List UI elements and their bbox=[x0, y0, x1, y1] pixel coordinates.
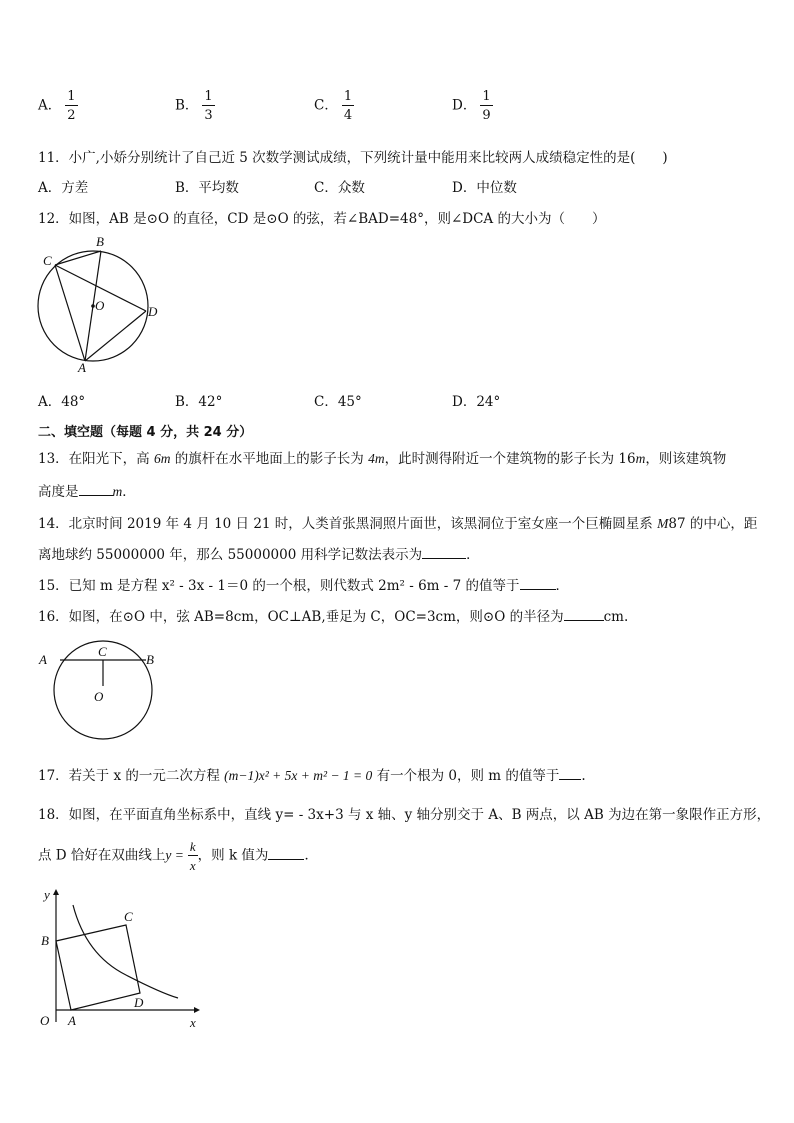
fraction: $\frac{1}{9}$ bbox=[482, 89, 491, 123]
q14-line2: 离地球约 55000000 年，那么 55000000 用科学记数法表示为 ． bbox=[38, 547, 480, 563]
q10-option-d: D． $\frac{1}{9}$ bbox=[452, 89, 491, 123]
q11-option-a: A．方差 bbox=[38, 180, 89, 196]
q16-circle-figure bbox=[34, 640, 164, 740]
answer-blank[interactable] bbox=[79, 483, 113, 496]
answer-blank[interactable] bbox=[559, 767, 581, 780]
fraction-k-over-x: $\frac{k}{x}$ bbox=[189, 839, 196, 873]
q10-option-b: B． $\frac{1}{3}$ bbox=[175, 89, 213, 123]
label-o: O bbox=[94, 689, 104, 704]
q14-line1: 14．北京时间 2019 年 4 月 10 日 21 时，人类首张黑洞照片面世，该黑洞位于室女座一个巨椭圆星系 M87 的中心，距 bbox=[38, 516, 758, 532]
x-axis-arrow bbox=[194, 1007, 200, 1013]
q12-option-d: D．24° bbox=[452, 394, 501, 410]
section-title: 二、填空题（每题 4 分，共 24 分） bbox=[38, 425, 253, 440]
q12-circle-figure bbox=[30, 232, 170, 372]
q11-option-c: C．众数 bbox=[314, 180, 365, 196]
label-d: D bbox=[148, 304, 158, 319]
q11-option-b: B．平均数 bbox=[175, 180, 239, 196]
label-a: A bbox=[78, 360, 86, 372]
label-c: C bbox=[98, 644, 107, 659]
chord-ca bbox=[55, 265, 85, 361]
answer-blank[interactable] bbox=[520, 577, 556, 590]
q12-option-b: B．42° bbox=[175, 394, 223, 410]
equation: (m−1)x² + 5x + m² − 1 = 0 bbox=[224, 768, 373, 783]
label-y: y bbox=[44, 887, 50, 902]
label-c: C bbox=[124, 909, 133, 924]
label-a: A bbox=[68, 1013, 76, 1028]
answer-blank[interactable] bbox=[422, 546, 466, 559]
q12-option-c: C．45° bbox=[314, 394, 362, 410]
label-b: B bbox=[146, 652, 154, 667]
q15-text: 15．已知 m 是方程 x² - 3x - 1＝0 的一个根，则代数式 2m² - 6m - 7 的值等于 ． bbox=[38, 578, 569, 594]
label-c: C bbox=[43, 253, 52, 268]
fraction: $\frac{1}{2}$ bbox=[67, 89, 76, 123]
answer-blank[interactable] bbox=[268, 847, 304, 860]
q18-coordinate-figure bbox=[36, 885, 206, 1035]
label-a: A bbox=[39, 652, 47, 667]
y-axis-arrow bbox=[53, 889, 59, 895]
q13-line2: 高度是 m． bbox=[38, 484, 136, 500]
label-o: O bbox=[95, 298, 105, 313]
q17-text: 17．若关于 x 的一元二次方程 (m−1)x² + 5x + m² − 1 = 0 有一个根为 0，则 m 的值等于 . bbox=[38, 768, 586, 784]
q11-text: 11．小广,小娇分别统计了自己近 5 次数学测试成绩，下列统计量中能用来比较两人成绩稳定性的是( ) bbox=[38, 150, 668, 166]
fraction: $\frac{1}{4}$ bbox=[343, 89, 353, 123]
label-b: B bbox=[41, 933, 49, 948]
answer-blank[interactable] bbox=[564, 608, 604, 621]
label-d: D bbox=[134, 995, 144, 1010]
label-x: x bbox=[190, 1015, 196, 1030]
q12-option-a: A．48° bbox=[38, 394, 86, 410]
q18-line2: 点 D 恰好在双曲线上y = $\frac{k}{x}$ ，则 k 值为 ． bbox=[38, 839, 318, 873]
square-abcd bbox=[56, 925, 140, 1010]
q18-line1: 18．如图，在平面直角坐标系中，直线 y= - 3x+3 与 x 轴、y 轴分别交于 A、B 两点，以 AB 为边在第一象限作正方形， bbox=[38, 807, 771, 823]
label-b: B bbox=[96, 234, 104, 249]
q11-option-d: D．中位数 bbox=[452, 180, 517, 196]
q16-text: 16．如图，在⊙O 中，弦 AB=8cm，OC⊥AB,垂足为 C，OC=3cm，则⊙O 的半径为 cm. bbox=[38, 609, 629, 625]
q10-option-c: C． $\frac{1}{4}$ bbox=[314, 89, 353, 123]
chord-ad bbox=[85, 311, 146, 361]
fraction: $\frac{1}{3}$ bbox=[204, 89, 213, 123]
q13-line1: 13．在阳光下，高 6m 的旗杆在水平地面上的影子长为 4m，此时测得附近一个建筑物的影子长为 16m，则该建筑物 bbox=[38, 451, 727, 467]
q12-text: 12．如图，AB 是⊙O 的直径，CD 是⊙O 的弦，若∠BAD=48°，则∠DCA 的大小为（ ） bbox=[38, 211, 606, 227]
q10-option-a: A． $\frac{1}{2}$ bbox=[38, 89, 76, 123]
label-o: O bbox=[40, 1013, 50, 1028]
